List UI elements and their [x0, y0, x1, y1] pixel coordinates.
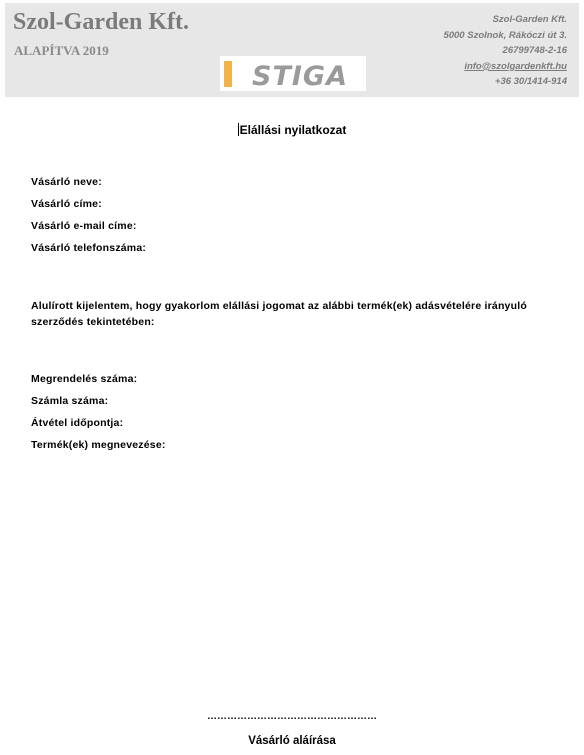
- stiga-logo-image: [220, 56, 366, 91]
- invoice-number-field[interactable]: Számla száma:: [31, 395, 109, 407]
- contact-block: [443, 12, 567, 90]
- document-title: [0, 123, 584, 137]
- letterhead: [5, 3, 579, 97]
- buyer-email-field[interactable]: Vásárló e-mail címe:: [31, 220, 137, 232]
- buyer-address-field[interactable]: Vásárló címe:: [31, 198, 102, 210]
- stiga-logo: [220, 56, 366, 91]
- document-title-text: Elállási nyilatkozat: [239, 123, 347, 137]
- withdrawal-statement: Alulírott kijelentem, hogy gyakorlom elállási jogomat az alábbi termék(ek) adásvételére irányuló szerződés tekintetében:: [31, 300, 527, 328]
- founded-year: ALAPÍTVA 2019: [14, 43, 109, 58]
- receipt-date-field[interactable]: Átvétel időpontja:: [31, 417, 124, 429]
- contact-address: 5000 Szolnok, Rákóczi út 3.: [443, 29, 567, 41]
- company-name: Szol-Garden Kft.: [13, 9, 189, 35]
- contact-name: Szol-Garden Kft.: [492, 14, 567, 25]
- buyer-name-field[interactable]: Vásárló neve:: [31, 176, 102, 188]
- contact-tax-number: 26799748-2-16: [502, 45, 567, 57]
- signature-line[interactable]: ……………………………………………: [207, 711, 377, 722]
- buyer-phone-field[interactable]: Vásárló telefonszáma:: [31, 242, 147, 254]
- contact-email-link[interactable]: info@szolgardenkft.hu: [464, 60, 567, 72]
- signature-label: Vásárló aláírása: [248, 735, 336, 747]
- text-cursor: [238, 123, 239, 136]
- logo-text: STIGA: [252, 61, 348, 91]
- contact-phone: +36 30/1414-914: [494, 76, 567, 88]
- product-name-field[interactable]: Termék(ek) megnevezése:: [31, 439, 166, 451]
- order-number-field[interactable]: Megrendelés száma:: [31, 373, 138, 385]
